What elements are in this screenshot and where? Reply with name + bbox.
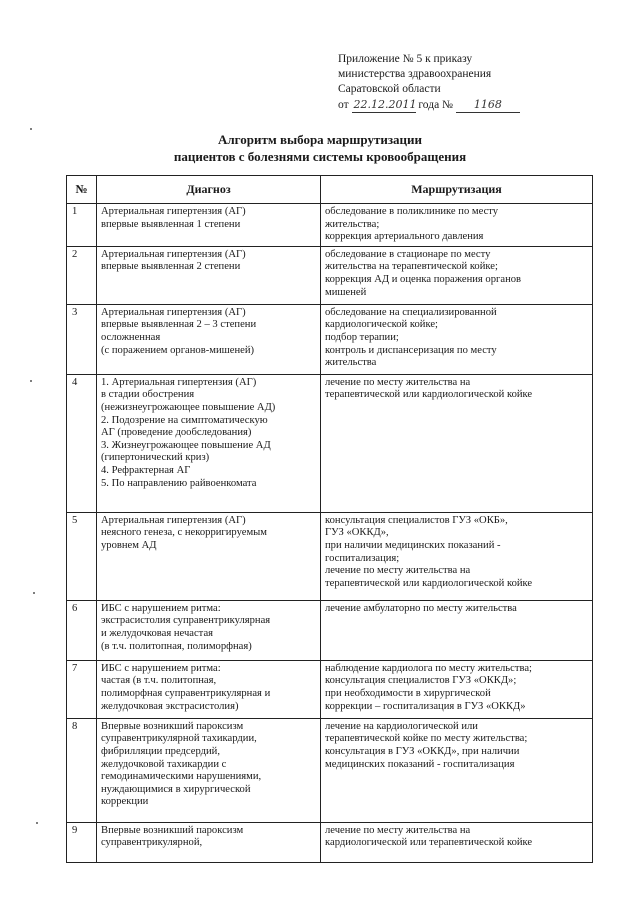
routing-line: консультация специалистов ГУЗ «ОКБ», bbox=[325, 514, 508, 526]
table-row bbox=[67, 246, 593, 304]
routing-cell bbox=[321, 374, 593, 512]
diagnosis-line: желудочковая экстрасистолия) bbox=[101, 700, 239, 712]
routing-line: консультация в ГУЗ «ОККД», при наличии bbox=[325, 745, 520, 757]
table-row bbox=[67, 600, 593, 660]
diagnosis-line: Артериальная гипертензия (АГ) bbox=[101, 514, 246, 526]
row-number: 3 bbox=[67, 304, 97, 374]
routing-line: жительства; bbox=[325, 218, 380, 230]
diagnosis-cell bbox=[97, 304, 321, 374]
diagnosis-line: полиморфная суправентрикулярная и bbox=[101, 687, 271, 699]
diagnosis-line: Артериальная гипертензия (АГ) bbox=[101, 248, 246, 260]
diagnosis-line: Впервые возникший пароксизм bbox=[101, 720, 244, 732]
table-row bbox=[67, 718, 593, 822]
year-label: года № bbox=[418, 99, 454, 111]
routing-line: обследование в стационаре по месту bbox=[325, 248, 491, 260]
routing-cell bbox=[321, 660, 593, 718]
header-date-line bbox=[338, 97, 578, 113]
header-line-2: министерства здравоохранения bbox=[338, 68, 492, 80]
diagnosis-line: суправентрикулярной, bbox=[101, 837, 203, 849]
table-header-row bbox=[67, 176, 593, 204]
diagnosis-line: Впервые возникший пароксизм bbox=[101, 824, 244, 836]
handwritten-date: 22.12.2011 bbox=[353, 98, 417, 111]
header-line-3: Саратовской области bbox=[338, 83, 441, 95]
routing-cell bbox=[321, 304, 593, 374]
diagnosis-line: (гипертонический криз) bbox=[101, 452, 210, 464]
title-line-1: Алгоритм выбора маршрутизации bbox=[217, 132, 423, 147]
table-body bbox=[67, 204, 593, 863]
diagnosis-line: (в т.ч. политопная, полиморфная) bbox=[101, 640, 252, 652]
routing-cell bbox=[321, 204, 593, 247]
diagnosis-cell bbox=[97, 600, 321, 660]
table-row bbox=[67, 204, 593, 247]
routing-line: при наличии медицинских показаний - bbox=[325, 539, 501, 551]
diagnosis-cell bbox=[97, 246, 321, 304]
row-number: 8 bbox=[67, 718, 97, 822]
routing-line: терапевтической койке по месту жительства; bbox=[325, 733, 528, 745]
routing-cell bbox=[321, 718, 593, 822]
routing-line: кардиологической или терапевтической койке bbox=[325, 837, 533, 849]
diagnosis-line: 3. Жизнеугрожающее повышение АД bbox=[101, 439, 271, 451]
diagnosis-line: ИБС с нарушением ритма: bbox=[101, 662, 221, 674]
scan-dot bbox=[33, 592, 35, 594]
handwritten-number: 1168 bbox=[456, 97, 520, 113]
diagnosis-cell bbox=[97, 374, 321, 512]
routing-line: лечение на кардиологической или bbox=[325, 720, 478, 732]
diagnosis-line: и желудочковая нечастая bbox=[101, 627, 214, 639]
diagnosis-cell bbox=[97, 512, 321, 600]
diagnosis-line: коррекции bbox=[101, 796, 149, 808]
header-diagnosis: Диагноз bbox=[97, 176, 321, 204]
routing-line: подбор терапии; bbox=[325, 331, 399, 343]
diagnosis-line: впервые выявленная 2 – 3 степени bbox=[101, 319, 257, 331]
routing-line: медицинских показаний - госпитализация bbox=[325, 758, 515, 770]
diagnosis-cell bbox=[97, 822, 321, 862]
routing-line: лечение по месту жительства на bbox=[325, 824, 471, 836]
diagnosis-line: впервые выявленная 1 степени bbox=[101, 218, 241, 230]
row-number: 1 bbox=[67, 204, 97, 247]
diagnosis-line: гемодинамическими нарушениями, bbox=[101, 771, 262, 783]
row-number: 7 bbox=[67, 660, 97, 718]
diagnosis-line: ИБС с нарушением ритма: bbox=[101, 602, 221, 614]
diagnosis-line: нуждающимися в хирургической bbox=[101, 783, 251, 795]
row-number: 6 bbox=[67, 600, 97, 660]
row-number: 2 bbox=[67, 246, 97, 304]
diagnosis-line: суправентрикулярной тахикардии, bbox=[101, 733, 257, 745]
diagnosis-line: (нежизнеугрожающее повышение АД) bbox=[101, 401, 276, 413]
routing-line: наблюдение кардиолога по месту жительства; bbox=[325, 662, 532, 674]
header-routing: Маршрутизация bbox=[321, 176, 593, 204]
routing-line: лечение по месту жительства на bbox=[325, 565, 471, 577]
routing-cell bbox=[321, 246, 593, 304]
title-line-2: пациентов с болезнями системы кровообращения bbox=[173, 149, 467, 164]
routing-line: обследование в поликлинике по месту bbox=[325, 206, 499, 217]
diagnosis-line: экстрасистолия суправентрикулярная bbox=[101, 615, 271, 627]
diagnosis-line: АГ (проведение дообследования) bbox=[101, 427, 252, 439]
routing-line: консультация специалистов ГУЗ «ОККД»; bbox=[325, 675, 517, 687]
table-row bbox=[67, 822, 593, 862]
diagnosis-line: 2. Подозрение на симптоматическую bbox=[101, 414, 268, 426]
table-row bbox=[67, 512, 593, 600]
diagnosis-line: частая (в т.ч. политопная, bbox=[101, 675, 217, 687]
diagnosis-line: в стадии обострения bbox=[101, 389, 195, 401]
diagnosis-line: фибрилляции предсердий, bbox=[101, 745, 220, 757]
row-number: 5 bbox=[67, 512, 97, 600]
routing-line: кардиологической койке; bbox=[325, 319, 438, 331]
routing-line: госпитализация; bbox=[325, 552, 400, 564]
diagnosis-cell bbox=[97, 660, 321, 718]
scan-dot bbox=[36, 822, 38, 824]
diagnosis-line: 1. Артериальная гипертензия (АГ) bbox=[101, 376, 257, 388]
header-line-1: Приложение № 5 к приказу bbox=[338, 53, 473, 65]
routing-line: коррекция артериального давления bbox=[325, 231, 484, 243]
row-number: 9 bbox=[67, 822, 97, 862]
scan-dot bbox=[30, 128, 32, 130]
diagnosis-line: желудочковой тахикардии с bbox=[101, 758, 227, 770]
routing-line: при необходимости в хирургической bbox=[325, 687, 491, 699]
diagnosis-line: (с поражением органов-мишеней) bbox=[101, 344, 255, 356]
diagnosis-line: 4. Рефрактерная АГ bbox=[101, 464, 191, 476]
routing-line: обследование на специализированной bbox=[325, 306, 497, 318]
routing-line: ГУЗ «ОККД», bbox=[325, 527, 389, 539]
routing-line: контроль и диспансеризация по месту bbox=[325, 344, 497, 356]
routing-line: терапевтической или кардиологической койке bbox=[325, 577, 533, 589]
document-title bbox=[0, 131, 640, 165]
table-row bbox=[67, 660, 593, 718]
from-label: от bbox=[338, 99, 349, 111]
routing-line: мишеней bbox=[325, 286, 367, 298]
routing-table bbox=[66, 175, 593, 863]
routing-line: жительства bbox=[325, 357, 377, 369]
diagnosis-cell bbox=[97, 718, 321, 822]
routing-line: жительства на терапевтической койке; bbox=[325, 261, 498, 273]
order-header bbox=[338, 52, 578, 113]
diagnosis-line: Артериальная гипертензия (АГ) bbox=[101, 306, 246, 318]
diagnosis-line: осложненная bbox=[101, 331, 161, 343]
routing-cell bbox=[321, 600, 593, 660]
header-num: № bbox=[67, 176, 97, 204]
routing-line: терапевтической или кардиологической койке bbox=[325, 389, 533, 401]
diagnosis-line: впервые выявленная 2 степени bbox=[101, 261, 241, 273]
routing-line: лечение амбулаторно по месту жительства bbox=[325, 602, 517, 614]
routing-line: коррекции – госпитализация в ГУЗ «ОККД» bbox=[325, 700, 526, 712]
diagnosis-line: неясного генеза, с некорригируемым bbox=[101, 527, 267, 539]
scan-dot bbox=[30, 380, 32, 382]
diagnosis-line: 5. По направлению райвоенкомата bbox=[101, 477, 257, 489]
routing-line: коррекция АД и оценка поражения органов bbox=[325, 273, 522, 285]
diagnosis-line: Артериальная гипертензия (АГ) bbox=[101, 206, 246, 217]
routing-cell bbox=[321, 512, 593, 600]
routing-cell bbox=[321, 822, 593, 862]
row-number: 4 bbox=[67, 374, 97, 512]
diagnosis-cell bbox=[97, 204, 321, 247]
routing-line: лечение по месту жительства на bbox=[325, 376, 471, 388]
table-row bbox=[67, 374, 593, 512]
table-row bbox=[67, 304, 593, 374]
diagnosis-line: уровнем АД bbox=[101, 539, 157, 551]
